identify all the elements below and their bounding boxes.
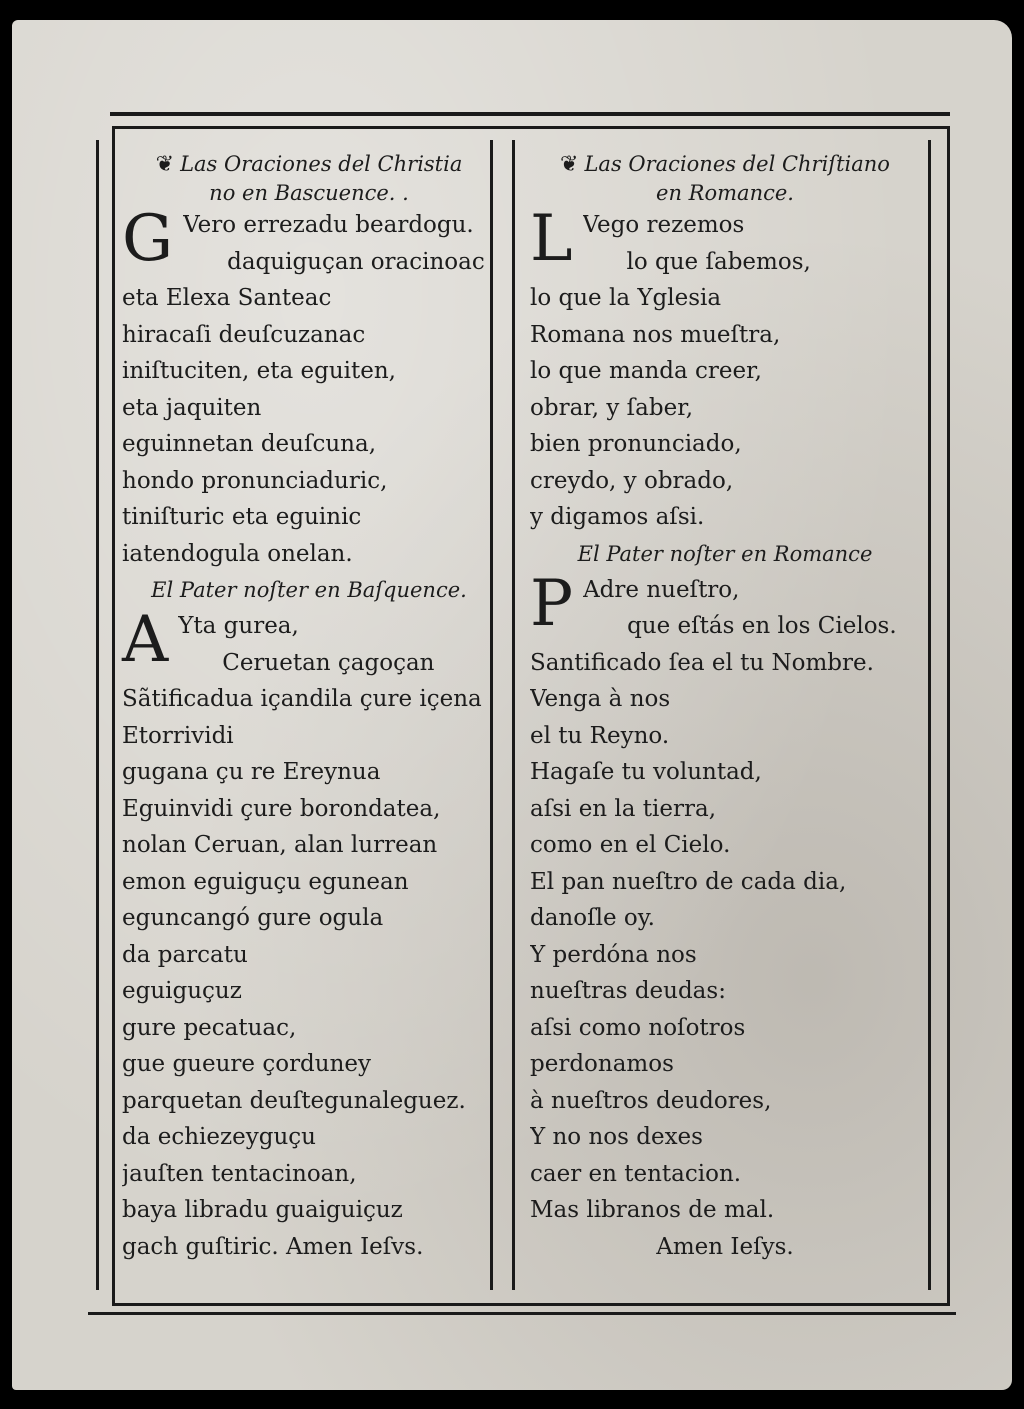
prayer-line: iatendogula onelan. (122, 540, 353, 567)
prayer-line: daquiguçan oracinoac (227, 248, 485, 275)
prayer-line: nolan Ceruan, alan lurrean (122, 832, 438, 858)
prayer-line: y digamos aſsi. (530, 504, 705, 530)
basque-column (122, 150, 496, 1265)
prayer-line: Y no nos dexes (530, 1124, 703, 1150)
romance-opening-prayer (530, 202, 920, 536)
running-head-line: Las Oraciones del Christia (180, 152, 463, 176)
prayer-line: tiniſturic eta eguinic (122, 504, 362, 530)
center-rule-right (512, 140, 515, 1290)
fleuron-ornament: ❦ (560, 152, 579, 177)
prayer-line: baya libradu guaiguiçuz (122, 1197, 403, 1223)
romance-column (530, 150, 920, 1265)
prayer-line: lo que la Yglesia (530, 285, 722, 311)
left-running-head (122, 150, 496, 179)
prayer-line: Vego rezemos (582, 212, 745, 238)
prayer-line: emon eguiguçu egunean (122, 868, 409, 895)
prayer-line: aſsi en la tierra, (530, 795, 717, 822)
prayer-line: da echiezeyguçu (122, 1124, 316, 1150)
prayer-line: Santificado ſea el tu Nombre. (530, 649, 874, 676)
prayer-line: gue gueure çorduney (122, 1051, 372, 1077)
prayer-line: nueſtras deudas: (530, 978, 726, 1004)
prayer-line: Adre nueſtro, (583, 576, 740, 603)
right-running-head-cont: en Romance. (656, 181, 794, 205)
bottom-rule (88, 1312, 956, 1315)
left-margin-rule (96, 140, 99, 1290)
prayer-line: eguncangó gure ogula (122, 905, 384, 931)
basque-opening-prayer (122, 202, 496, 572)
prayer-line: que eſtás en los Cielos. (627, 613, 897, 639)
prayer-line: como en el Cielo. (530, 832, 731, 858)
prayer-line: iniſtuciten, eta eguiten, (122, 358, 396, 384)
fleuron-ornament: ❦ (155, 152, 175, 177)
prayer-line: Mas libranos de mal. (530, 1197, 775, 1223)
prayer-line: Eguinvidi çure borondatea, (122, 795, 441, 822)
prayer-line: Sãtificadua içandila çure içena (122, 686, 482, 712)
basque-pater-noster (122, 603, 496, 1265)
prayer-line: caer en tentacion. (530, 1160, 742, 1187)
prayer-line: El pan nueſtro de cada dia, (530, 868, 847, 895)
prayer-line: jauſten tentacinoan, (122, 1160, 357, 1187)
prayer-line: lo que ſabemos, (626, 248, 811, 275)
prayer-line: eta jaquiten (122, 394, 262, 421)
prayer-line: gach guſtiric. Amen Ieſvs. (122, 1233, 424, 1260)
prayer-line: gure pecatuac, (122, 1014, 297, 1041)
prayer-line: Yta gurea, (178, 613, 299, 639)
prayer-line: bien pronunciado, (530, 431, 742, 457)
running-head-line: Las Oraciones del Chriſtiano (584, 152, 890, 176)
prayer-line: hondo pronunciaduric, (122, 467, 388, 494)
prayer-line: el tu Reyno. (530, 722, 670, 749)
romance-pater-noster (530, 566, 920, 1266)
prayer-line: hiracaſi deuſcuzanac (122, 321, 366, 348)
right-margin-rule (928, 140, 931, 1290)
prayer-line: Etorrividi (122, 722, 234, 749)
right-running-head (530, 150, 920, 179)
top-rule (110, 112, 950, 116)
prayer-line: eta Elexa Santeac (122, 285, 332, 311)
prayer-line: perdonamos (530, 1051, 674, 1077)
drop-cap: G (122, 202, 174, 276)
prayer-line: à nueſtros deudores, (530, 1087, 772, 1114)
prayer-line: Hagaſe tu voluntad, (530, 759, 762, 785)
prayer-line: Romana nos mueſtra, (530, 321, 781, 348)
drop-cap: P (530, 566, 574, 641)
prayer-line: Y perdóna nos (530, 941, 697, 968)
drop-cap: L (530, 202, 573, 276)
prayer-line: Vero errezadu beardogu. (183, 212, 474, 238)
drop-cap: A (122, 603, 169, 677)
basque-pater-heading: El Pater noſter en Baſquence. (151, 578, 467, 602)
prayer-line: da parcatu (122, 941, 248, 968)
prayer-line: gugana çu re Ereynua (122, 759, 381, 785)
prayer-line: eguinnetan deuſcuna, (122, 431, 377, 457)
prayer-line: obrar, y ſaber, (530, 394, 694, 421)
prayer-line: danoſle oy. (530, 905, 655, 931)
prayer-line: eguiguçuz (122, 978, 242, 1004)
prayer-line: aſsi como noſotros (530, 1014, 746, 1041)
prayer-line: parquetan deuſtegunaleguez. (122, 1087, 466, 1114)
prayer-line: creydo, y obrado, (530, 467, 734, 494)
prayer-line: lo que manda creer, (530, 358, 762, 384)
prayer-line: Ceruetan çagoçan (222, 649, 435, 676)
left-running-head-cont: no en Bascuence. . (209, 181, 409, 205)
romance-pater-heading: El Pater noſter en Romance (577, 541, 873, 566)
prayer-line: Venga à nos (530, 686, 671, 712)
prayer-line: Amen Ieſys. (656, 1233, 794, 1260)
